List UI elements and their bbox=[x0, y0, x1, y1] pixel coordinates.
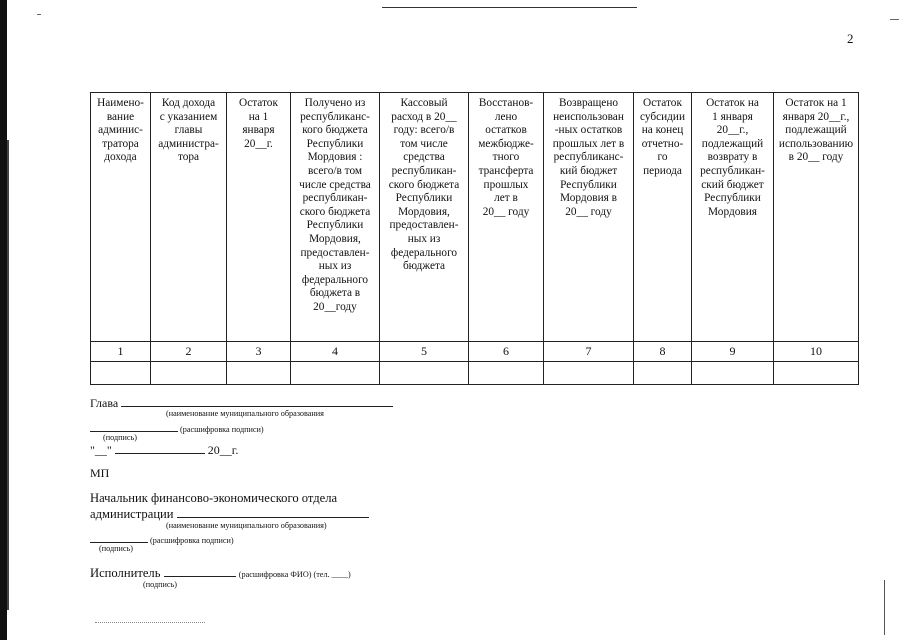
data-cell bbox=[291, 362, 380, 385]
column-number: 6 bbox=[469, 342, 544, 362]
column-number-row bbox=[91, 342, 859, 362]
data-cell bbox=[151, 362, 227, 385]
date-month-blank bbox=[115, 443, 205, 454]
data-cell bbox=[692, 362, 774, 385]
seal-label: МП bbox=[90, 466, 110, 480]
head-label: Глава bbox=[90, 396, 119, 410]
scan-bottom-marks bbox=[95, 622, 205, 624]
scan-right-edge bbox=[884, 580, 885, 635]
data-cell bbox=[469, 362, 544, 385]
data-cell bbox=[544, 362, 634, 385]
scan-left-shadow bbox=[7, 140, 9, 610]
report-table bbox=[90, 92, 859, 385]
finance-signature-blank bbox=[90, 532, 148, 543]
signature-caption-2: (подпись) bbox=[99, 544, 133, 553]
data-cell bbox=[634, 362, 692, 385]
finance-head-label: Начальник финансово-экономического отдела bbox=[90, 491, 338, 505]
header-cell: Код дохода с указанием главы администра- тора bbox=[151, 93, 227, 342]
column-number: 2 bbox=[151, 342, 227, 362]
column-number: 4 bbox=[291, 342, 380, 362]
date-day: "__" bbox=[90, 443, 112, 457]
header-cell: Возвращено неиспользован -ных остатков прошлых лет в республиканс- кий бюджет Республики Мордовия в 20__ году bbox=[544, 93, 634, 342]
scan-mark bbox=[37, 14, 41, 15]
header-cell: Получено из республиканс- кого бюджета Республики Мордовия : всего/в том числе средства республикан- ского бюджета Республики Мордовия, предоставлен- ных из федерального бюджета в 20__году bbox=[291, 93, 380, 342]
column-number: 9 bbox=[692, 342, 774, 362]
municipality-caption-2: (наименование муниципального образования) bbox=[166, 521, 327, 530]
page-number: 2 bbox=[847, 31, 854, 46]
data-cell bbox=[774, 362, 859, 385]
header-cell: Остаток на 1 января 20__г. bbox=[227, 93, 291, 342]
date-year: 20__г. bbox=[207, 443, 239, 457]
executor-blank bbox=[164, 566, 236, 577]
column-number: 10 bbox=[774, 342, 859, 362]
header-cell: Кассовый расход в 20__ году: всего/в том числе средства республикан- ского бюджета Республики Мордовия, предоставлен- ных из федерального бюджета bbox=[380, 93, 469, 342]
head-name-blank bbox=[121, 396, 393, 407]
municipality-caption: (наименование муниципального образования bbox=[166, 409, 324, 418]
decoding-caption-2: (расшифровка подписи) bbox=[150, 536, 234, 545]
column-number: 8 bbox=[634, 342, 692, 362]
header-cell: Остаток на 1 января 20__г., подлежащий использованию в 20__ году bbox=[774, 93, 859, 342]
head-signature-blank bbox=[90, 421, 178, 432]
data-cell bbox=[227, 362, 291, 385]
executor-caption: (расшифровка ФИО) (тел. ____) bbox=[238, 570, 351, 579]
column-number: 5 bbox=[380, 342, 469, 362]
header-cell: Остаток субсидии на конец отчетно- го периода bbox=[634, 93, 692, 342]
scan-left-edge bbox=[0, 0, 7, 640]
decoding-caption: (расшифровка подписи) bbox=[180, 425, 264, 434]
column-number: 3 bbox=[227, 342, 291, 362]
date-line bbox=[90, 443, 238, 458]
administration-label: администрации bbox=[90, 507, 174, 521]
table-header-row bbox=[91, 93, 859, 342]
administration-line bbox=[90, 507, 369, 522]
column-number: 1 bbox=[91, 342, 151, 362]
header-cell: Восстанов- лено остатков межбюдже- тного трансферта прошлых лет в 20__ году bbox=[469, 93, 544, 342]
executor-line bbox=[90, 566, 351, 581]
executor-label: Исполнитель bbox=[90, 566, 161, 580]
empty-data-row bbox=[91, 362, 859, 385]
signature-caption: (подпись) bbox=[103, 433, 137, 442]
scan-mark-right bbox=[890, 19, 899, 20]
header-cell: Остаток на 1 января 20__г., подлежащий возврату в республикан- ский бюджет Республики Мордовия bbox=[692, 93, 774, 342]
signature-caption-3: (подпись) bbox=[143, 580, 177, 589]
data-cell bbox=[91, 362, 151, 385]
administration-blank bbox=[177, 507, 369, 518]
header-cell: Наимено- вание админис- тратора дохода bbox=[91, 93, 151, 342]
top-rule-line bbox=[382, 7, 637, 8]
column-number: 7 bbox=[544, 342, 634, 362]
data-cell bbox=[380, 362, 469, 385]
